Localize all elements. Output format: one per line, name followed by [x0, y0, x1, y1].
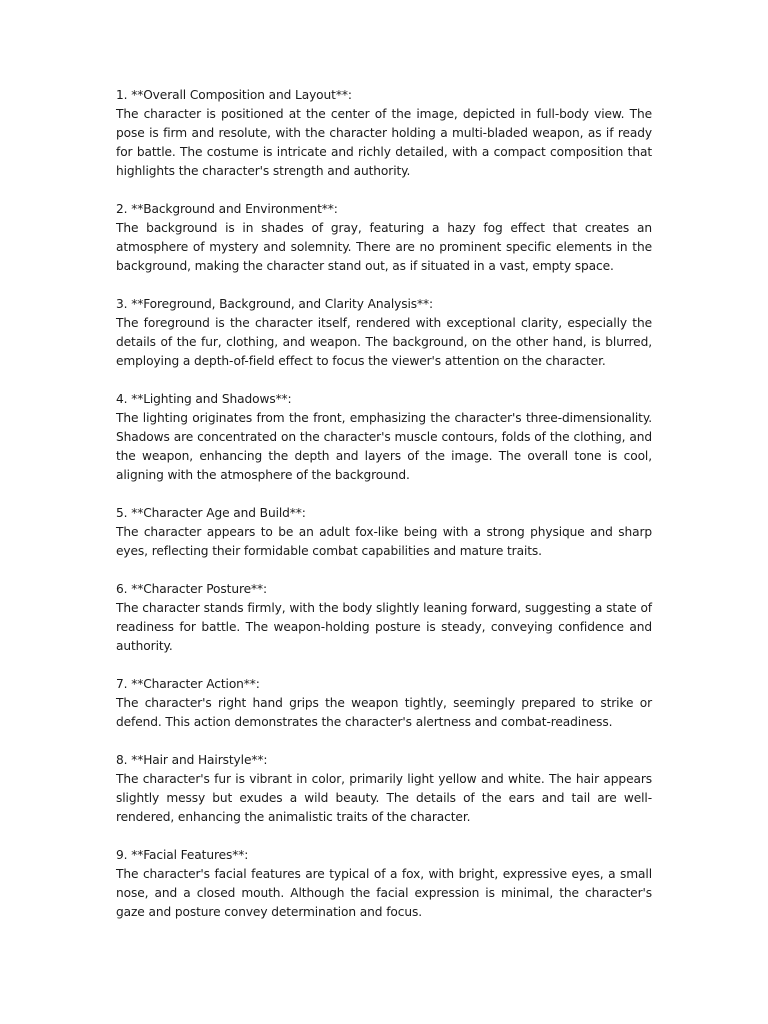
section-heading: 5. **Character Age and Build**:	[116, 506, 306, 520]
section-overall-composition	[116, 86, 652, 181]
section-lighting-shadows	[116, 390, 652, 485]
section-heading: 7. **Character Action**:	[116, 677, 260, 691]
section-body: The character's fur is vibrant in color, primarily light yellow and white. The hair appears slightly messy but exudes a wild beauty. The details of the ears and tail are well-rendered, enhancing the animalistic traits of the character.	[116, 772, 652, 824]
section-background-environment	[116, 200, 652, 276]
section-heading: 8. **Hair and Hairstyle**:	[116, 753, 268, 767]
section-heading: 6. **Character Posture**:	[116, 582, 267, 596]
section-age-build	[116, 504, 652, 561]
section-hair-hairstyle	[116, 751, 652, 827]
section-body: The lighting originates from the front, emphasizing the character's three-dimensionality. Shadows are concentrated on the character's muscle contours, folds of the clothing, and the weapon, enhancing the depth and layers of the image. The overall tone is cool, aligning with the atmosphere of the background.	[116, 411, 652, 482]
section-heading: 2. **Background and Environment**:	[116, 202, 338, 216]
section-body: The background is in shades of gray, featuring a hazy fog effect that creates an atmosphere of mystery and solemnity. There are no prominent specific elements in the background, making the character stand out, as if situated in a vast, empty space.	[116, 221, 652, 273]
section-clarity-analysis	[116, 295, 652, 371]
section-body: The foreground is the character itself, rendered with exceptional clarity, especially the details of the fur, clothing, and weapon. The background, on the other hand, is blurred, employing a depth-of-field effect to focus the viewer's attention on the character.	[116, 316, 652, 368]
section-facial-features	[116, 846, 652, 922]
section-body: The character stands firmly, with the body slightly leaning forward, suggesting a state of readiness for battle. The weapon-holding posture is steady, conveying confidence and authority.	[116, 601, 652, 653]
section-body: The character appears to be an adult fox-like being with a strong physique and sharp eyes, reflecting their formidable combat capabilities and mature traits.	[116, 525, 652, 558]
section-body: The character is positioned at the center of the image, depicted in full-body view. The pose is firm and resolute, with the character holding a multi-bladed weapon, as if ready for battle. The costume is intricate and richly detailed, with a compact composition that highlights the character's strength and authority.	[116, 107, 652, 178]
section-action	[116, 675, 652, 732]
section-body: The character's right hand grips the weapon tightly, seemingly prepared to strike or defend. This action demonstrates the character's alertness and combat-readiness.	[116, 696, 652, 729]
section-heading: 4. **Lighting and Shadows**:	[116, 392, 292, 406]
document-page	[116, 86, 652, 941]
section-posture	[116, 580, 652, 656]
section-heading: 1. **Overall Composition and Layout**:	[116, 88, 352, 102]
section-heading: 3. **Foreground, Background, and Clarity Analysis**:	[116, 297, 434, 311]
section-body: The character's facial features are typical of a fox, with bright, expressive eyes, a small nose, and a closed mouth. Although the facial expression is minimal, the character's gaze and posture convey determination and focus.	[116, 867, 652, 919]
section-heading: 9. **Facial Features**:	[116, 848, 249, 862]
